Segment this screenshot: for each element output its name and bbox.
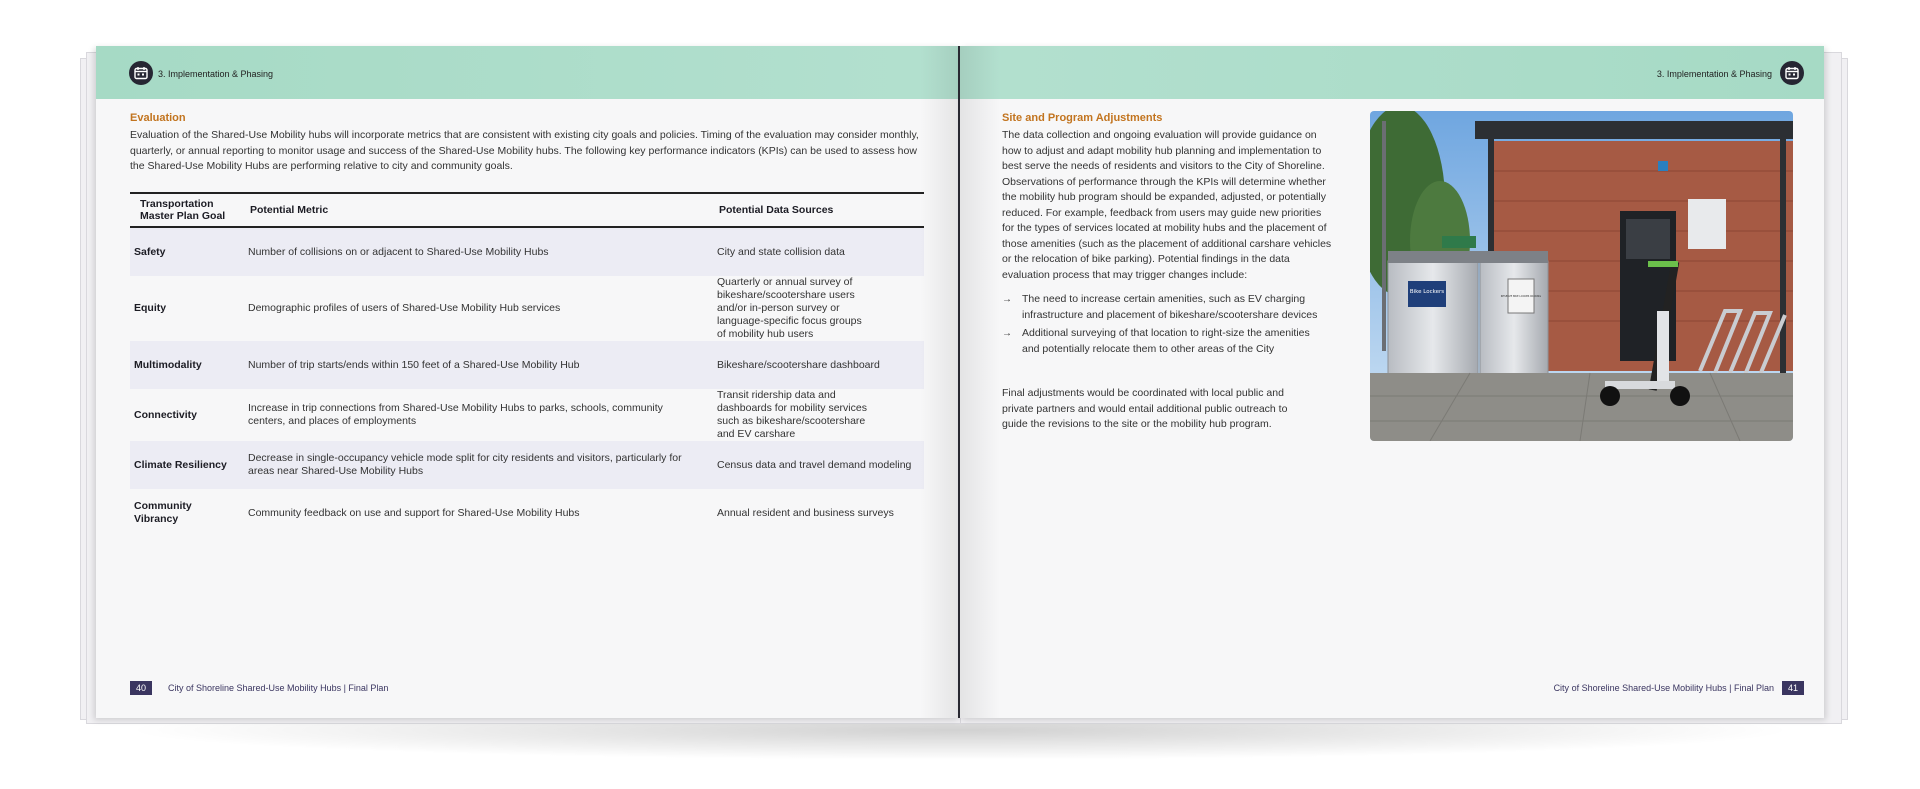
column-header-metric: Potential Metric <box>244 193 713 227</box>
left-page <box>96 46 960 718</box>
row-goal: Multimodality <box>130 341 244 389</box>
body-paragraph: The data collection and ongoing evaluation will provide guidance on how to adjust and adapt mobility hub planning and implementation to best serve the needs of residents and visitors to the City of Shoreline. Observations of performance through the KPIs will determine whether the mobility hub program should be expanded, adjusted, or potentially reduced. For example, feedback from users may guide new priorities for the types of services located at mobility hubs and the placement of those amenities (such as the placement of additional carshare vehicles or the relocation of bike parking). Potential findings in the data evaluation process that may trigger changes include: <box>1002 129 1332 281</box>
table-row <box>130 441 924 489</box>
list-item: → The need to increase certain amenities, such as EV charging infrastructure and placement of bikeshare/scootershare devices <box>1002 293 1318 321</box>
row-source: Census data and travel demand modeling <box>713 441 924 489</box>
row-metric: Demographic profiles of users of Shared-Use Mobility Hub services <box>248 302 561 314</box>
right-page <box>960 46 1824 718</box>
row-source: Bikeshare/scootershare dashboard <box>713 341 924 389</box>
row-metric: Community feedback on use and support for Shared-Use Mobility Hubs <box>248 506 580 519</box>
bike-locker-photo <box>1370 111 1793 441</box>
section-label: 3. Implementation & Phasing <box>1656 69 1772 79</box>
intro-paragraph: Evaluation of the Shared-Use Mobility hubs will incorporate metrics that are consistent with existing city goals and policies. Timing of the evaluation may consider monthly, quarterly, or annual reporting to monitor usage and success of the Shared-Use Mobility hubs. The following key performance indicators (KPIs) can be used to assess how the Shared-Use Mobility Hubs are performing relative to city and community goals. <box>130 129 919 172</box>
footer-title: City of Shoreline Shared-Use Mobility Hubs | Final Plan <box>168 683 389 693</box>
locker-sign-text: Bike Lockers <box>1409 289 1445 295</box>
row-goal: Community Vibrancy <box>134 500 192 525</box>
page-number: 40 <box>130 681 152 695</box>
row-source: City and state collision data <box>713 227 924 276</box>
row-metric: Number of collisions on or adjacent to Shared-Use Mobility Hubs <box>244 227 713 276</box>
section-title: Site and Program Adjustments <box>1002 112 1163 124</box>
table-row <box>130 227 924 276</box>
row-metric: Increase in trip connections from Shared-Use Mobility Hubs to parks, schools, community centers, and places of employments <box>248 402 663 427</box>
calendar-icon <box>129 61 153 85</box>
table-row <box>130 489 924 537</box>
footer-title: City of Shoreline Shared-Use Mobility Hubs | Final Plan <box>1553 683 1774 693</box>
parking-sign-text: RESERVE BIKE LOCKER PARKING <box>1500 295 1542 298</box>
row-metric: Decrease in single-occupancy vehicle mode split for city residents and visitors, particularly for areas near Shared-Use Mobility Hubs <box>244 441 713 489</box>
findings-list <box>1002 292 1322 360</box>
section-title: Evaluation <box>130 112 186 124</box>
row-source: Annual resident and business surveys <box>717 506 894 519</box>
row-metric: Number of trip starts/ends within 150 feet of a Shared-Use Mobility Hub <box>244 341 713 389</box>
row-goal: Connectivity <box>134 408 198 421</box>
row-source: Quarterly or annual survey of bikeshare/scootershare users and/or in-person survey or language-specific focus groups of mobility hub users <box>717 276 862 340</box>
page-number: 41 <box>1782 681 1804 695</box>
calendar-icon <box>1780 61 1804 85</box>
arrow-right-icon: → <box>1002 294 1012 305</box>
column-header-goal: Transportation Master Plan Goal <box>130 193 244 227</box>
row-source: Transit ridership data and dashboards for mobility services such as bikeshare/scootershare and EV carshare <box>717 389 867 440</box>
table-row <box>130 276 924 341</box>
arrow-right-icon: → <box>1002 328 1012 339</box>
closing-paragraph: Final adjustments would be coordinated with local public and private partners and would entail additional public outreach to guide the revisions to the site or the mobility hub program. <box>1002 387 1288 430</box>
section-label: 3. Implementation & Phasing <box>158 69 274 79</box>
row-goal: Safety <box>130 227 244 276</box>
column-header-source: Potential Data Sources <box>713 193 924 227</box>
list-item: → Additional surveying of that location to right-size the amenities and potentially relocate them to other areas of the City <box>1002 327 1310 355</box>
table-row <box>130 389 924 441</box>
row-goal: Climate Resiliency <box>130 441 244 489</box>
table-header-row <box>130 193 924 227</box>
table-row <box>130 341 924 389</box>
kpi-table <box>130 192 924 537</box>
row-goal: Equity <box>134 302 167 314</box>
